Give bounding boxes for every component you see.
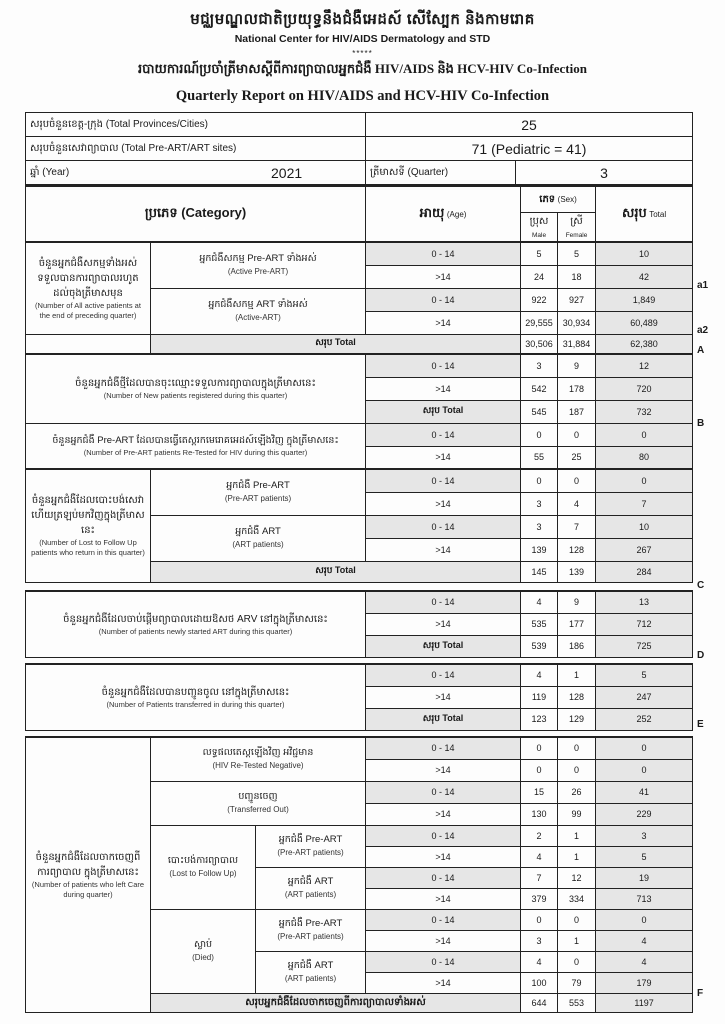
female-cell: 128 <box>558 686 596 708</box>
male-cell: 100 <box>521 972 558 993</box>
transferred-out-label: បញ្ជូនចេញ (Transferred Out) <box>151 781 366 825</box>
total-cell: 42 <box>596 265 693 288</box>
female-cell: 26 <box>558 781 596 803</box>
age-cell: 0 - 14 <box>366 781 521 803</box>
age-cell: >14 <box>366 265 521 288</box>
female-cell: 0 <box>558 737 596 759</box>
age-cell: 0 - 14 <box>366 909 521 930</box>
female-cell: 1 <box>558 825 596 846</box>
female-cell: 9 <box>558 591 596 613</box>
male-cell: 0 <box>521 909 558 930</box>
section-b-category: ចំនួនអ្នកជំងឺថ្មីដែលបានចុះឈ្មោះទទួលការព្យាបាលក្នុងត្រីមាសនេះ (Number of New patients registered during this quarter) <box>26 354 366 423</box>
age-cell: 0 - 14 <box>366 242 521 265</box>
male-cell: 4 <box>521 846 558 867</box>
section-e-category: ចំនួនអ្នកជំងឺដែលបានបញ្ជូនចូល នៅក្នុងត្រីមាសនេះ (Number of Patients transferred in during this quarter) <box>26 664 366 730</box>
table-row <box>26 664 693 686</box>
art-label: អ្នកជំងឺ ART (ART patients) <box>151 515 366 561</box>
age-cell: >14 <box>366 759 521 781</box>
age-cell: 0 - 14 <box>366 825 521 846</box>
female-cell: 12 <box>558 867 596 888</box>
total-cell: 267 <box>596 538 693 561</box>
female-header: ស្រី Female <box>558 212 596 242</box>
total-cell: 0 <box>596 469 693 492</box>
category-header: ប្រភេទ (Category) <box>26 186 366 242</box>
female-cell: 79 <box>558 972 596 993</box>
quarter-value: 3 <box>516 161 693 185</box>
row-tag-b: B <box>697 418 705 429</box>
separator-stars: ***** <box>352 49 373 58</box>
female-cell: 25 <box>558 446 596 469</box>
total-cell: 0 <box>596 759 693 781</box>
total-cell: 247 <box>596 686 693 708</box>
total-cell: 12 <box>596 354 693 377</box>
table-row <box>26 737 693 759</box>
female-cell: 177 <box>558 613 596 635</box>
female-cell: 128 <box>558 538 596 561</box>
total-row <box>26 334 693 354</box>
section-d-category: ចំនួនអ្នកជំងឺដែលចាប់ផ្តើមព្យាបាលដោយឱសថ ARV នៅក្នុងត្រីមាសនេះ (Number of patients newly started ART during this quarter) <box>26 591 366 657</box>
male-total: 30,506 <box>521 334 558 354</box>
female-cell: 30,934 <box>558 311 596 334</box>
grand-total: 1197 <box>596 993 693 1012</box>
year-value: 2021 <box>271 165 303 181</box>
male-cell: 535 <box>521 613 558 635</box>
female-cell: 0 <box>558 423 596 446</box>
died-art-label: អ្នកជំងឺ ART (ART patients) <box>256 951 366 993</box>
row-tag-a: A <box>697 345 705 356</box>
row-tag-e: E <box>697 719 704 730</box>
male-cell: 139 <box>521 538 558 561</box>
female-cell: 178 <box>558 377 596 400</box>
retested-negative-label: លទ្ធផលតេស្តឡើងវិញ អវិជ្ជមាន (HIV Re-Tested Negative) <box>151 737 366 781</box>
total-cell: 19 <box>596 867 693 888</box>
total-label: សរុប Total <box>366 708 521 730</box>
female-cell: 99 <box>558 803 596 825</box>
age-cell: >14 <box>366 538 521 561</box>
age-cell: >14 <box>366 446 521 469</box>
report-table <box>25 185 693 1013</box>
total-label: សរុប Total <box>366 400 521 423</box>
male-cell: 3 <box>521 930 558 951</box>
female-cell: 7 <box>558 515 596 538</box>
total-cell: 3 <box>596 825 693 846</box>
male-cell: 0 <box>521 759 558 781</box>
table-row <box>26 591 693 613</box>
active-art-label: អ្នកជំងឺសកម្ម ART ទាំងអស់ (Active-ART) <box>151 288 366 334</box>
total-cell: 60,489 <box>596 311 693 334</box>
total-cell: 713 <box>596 888 693 909</box>
age-cell: >14 <box>366 846 521 867</box>
female-cell: 0 <box>558 951 596 972</box>
summary-row-year <box>26 161 693 185</box>
age-cell: >14 <box>366 377 521 400</box>
female-cell: 0 <box>558 759 596 781</box>
row-tag-d: D <box>697 650 705 661</box>
total-cell: 4 <box>596 930 693 951</box>
female-total: 129 <box>558 708 596 730</box>
age-cell: 0 - 14 <box>366 951 521 972</box>
male-cell: 0 <box>521 469 558 492</box>
total-cell: 41 <box>596 781 693 803</box>
age-cell: 0 - 14 <box>366 737 521 759</box>
male-cell: 29,555 <box>521 311 558 334</box>
age-cell: >14 <box>366 686 521 708</box>
male-cell: 0 <box>521 423 558 446</box>
male-total: 539 <box>521 635 558 657</box>
header-row <box>26 186 693 212</box>
total-cell: 1,849 <box>596 288 693 311</box>
male-cell: 15 <box>521 781 558 803</box>
total-cell: 0 <box>596 423 693 446</box>
died-label: ស្លាប់ (Died) <box>151 909 256 993</box>
total-cell: 13 <box>596 591 693 613</box>
female-cell: 334 <box>558 888 596 909</box>
sex-header: ភេទ (Sex) <box>521 186 596 212</box>
summary-row-sites <box>26 137 693 161</box>
age-cell: 0 - 14 <box>366 515 521 538</box>
age-cell: 0 - 14 <box>366 591 521 613</box>
total-cell: 5 <box>596 664 693 686</box>
provinces-label: សរុបចំនួនខេត្ត-ក្រុង (Total Provinces/Cities) <box>26 113 366 137</box>
male-cell: 7 <box>521 867 558 888</box>
grand-total: 284 <box>596 561 693 582</box>
row-tag-c: C <box>697 580 705 591</box>
retested-category: ចំនួនអ្នកជំងឺ Pre-ART ដែលបានធ្វើតេស្តរកមេរោគអេដស៍ឡើងវិញ ក្នុងត្រីមាសនេះ (Number of Pre-ART patients Re-Tested for HIV during this quarter) <box>26 423 366 469</box>
male-cell: 922 <box>521 288 558 311</box>
male-cell: 379 <box>521 888 558 909</box>
table-row <box>26 423 693 446</box>
table-row <box>26 469 693 492</box>
total-label: សរុប Total <box>366 635 521 657</box>
male-cell: 4 <box>521 951 558 972</box>
total-cell: 7 <box>596 492 693 515</box>
active-pre-art-label: អ្នកជំងឺសកម្ម Pre-ART ទាំងអស់ (Active Pre-ART) <box>151 242 366 288</box>
sites-value: 71 (Pediatric = 41) <box>366 137 693 161</box>
age-cell: >14 <box>366 311 521 334</box>
female-total: 139 <box>558 561 596 582</box>
total-cell: 10 <box>596 515 693 538</box>
male-total: 123 <box>521 708 558 730</box>
summary-table <box>25 112 693 185</box>
age-cell: >14 <box>366 803 521 825</box>
age-cell: 0 - 14 <box>366 664 521 686</box>
male-cell: 24 <box>521 265 558 288</box>
male-cell: 2 <box>521 825 558 846</box>
section-f-category: ចំនួនអ្នកជំងឺដែលចាកចេញពីការព្យាបាល ក្នុងត្រីមាសនេះ (Number of patients who left Care during quarter) <box>26 737 151 1012</box>
row-tag-a1: a1 <box>697 280 709 291</box>
total-cell: 80 <box>596 446 693 469</box>
total-cell: 229 <box>596 803 693 825</box>
died-pre-art-label: អ្នកជំងឺ Pre-ART (Pre-ART patients) <box>256 909 366 951</box>
report-title: Quarterly Report on HIV/AIDS and HCV-HIV Co-Infection <box>175 88 550 104</box>
age-cell: >14 <box>366 972 521 993</box>
male-cell: 130 <box>521 803 558 825</box>
female-total: 187 <box>558 400 596 423</box>
total-cell: 0 <box>596 737 693 759</box>
male-cell: 542 <box>521 377 558 400</box>
male-cell: 4 <box>521 664 558 686</box>
female-cell: 0 <box>558 909 596 930</box>
ltfu-pre-art-label: អ្នកជំងឺ Pre-ART (Pre-ART patients) <box>256 825 366 867</box>
female-cell: 927 <box>558 288 596 311</box>
female-cell: 0 <box>558 469 596 492</box>
male-total: 644 <box>521 993 558 1012</box>
total-label: សរុប Total <box>151 561 521 582</box>
age-cell: >14 <box>366 492 521 515</box>
total-cell: 720 <box>596 377 693 400</box>
male-cell: 119 <box>521 686 558 708</box>
summary-row-provinces <box>26 113 693 137</box>
total-label: សរុប Total <box>151 334 521 354</box>
male-cell: 55 <box>521 446 558 469</box>
quarter-label: ត្រីមាសទី (Quarter) <box>366 161 516 185</box>
age-cell: 0 - 14 <box>366 288 521 311</box>
female-cell: 1 <box>558 930 596 951</box>
provinces-value: 25 <box>366 113 693 137</box>
female-total: 186 <box>558 635 596 657</box>
female-total: 31,884 <box>558 334 596 354</box>
age-cell: >14 <box>366 888 521 909</box>
pre-art-label: អ្នកជំងឺ Pre-ART (Pre-ART patients) <box>151 469 366 515</box>
male-cell: 5 <box>521 242 558 265</box>
age-cell: 0 - 14 <box>366 867 521 888</box>
male-cell: 0 <box>521 737 558 759</box>
ltfu-art-label: អ្នកជំងឺ ART (ART patients) <box>256 867 366 909</box>
total-cell: 179 <box>596 972 693 993</box>
age-cell: >14 <box>366 613 521 635</box>
section-a-category: ចំនួនអ្នកជំងឺសកម្មទាំងអស់ ទទួលបានការព្យាបាលរហូតដល់ចុងត្រីមាសមុន (Number of All active patients at the end of preceding quarter) <box>26 242 151 334</box>
table-row <box>26 354 693 377</box>
grand-total: 62,380 <box>596 334 693 354</box>
male-cell: 4 <box>521 591 558 613</box>
female-cell: 5 <box>558 242 596 265</box>
org-name-khmer: មជ្ឈមណ្ឌលជាតិប្រយុទ្ធនឹងជំងឺអេដស៍ សើស្បែក និងកាមរោគ <box>190 11 535 28</box>
age-cell: 0 - 14 <box>366 423 521 446</box>
total-cell: 5 <box>596 846 693 867</box>
lost-to-follow-up-label: បោះបង់ការព្យាបាល (Lost to Follow Up) <box>151 825 256 909</box>
total-cell: 10 <box>596 242 693 265</box>
female-cell: 4 <box>558 492 596 515</box>
total-label: សរុបអ្នកជំងឺដែលចាកចេញពីការព្យាបាលទាំងអស់ <box>151 993 521 1012</box>
age-cell: 0 - 14 <box>366 469 521 492</box>
male-cell: 3 <box>521 515 558 538</box>
sites-label: សរុបចំនួនសេវាព្យាបាល (Total Pre-ART/ART sites) <box>26 137 366 161</box>
grand-total: 732 <box>596 400 693 423</box>
org-name-english: National Center for HIV/AIDS Dermatology and STD <box>234 33 491 45</box>
year-label: ឆ្នាំ (Year) <box>30 167 70 178</box>
age-header: អាយុ (Age) <box>366 186 521 242</box>
female-cell: 1 <box>558 846 596 867</box>
row-tag-a2: a2 <box>697 325 709 336</box>
section-c-category: ចំនួនអ្នកជំងឺដែលបោះបង់សេវា ហើយត្រឡប់មកវិញក្នុងត្រីមាសនេះ (Number of Lost to Follow Up patients who return in this quarter) <box>26 469 151 582</box>
total-cell: 4 <box>596 951 693 972</box>
female-total: 553 <box>558 993 596 1012</box>
female-cell: 1 <box>558 664 596 686</box>
total-cell: 0 <box>596 909 693 930</box>
grand-total: 252 <box>596 708 693 730</box>
table-row <box>26 242 693 265</box>
report-subtitle: របាយការណ៍ប្រចាំត្រីមាសស្តីពីការព្យាបាលអ្នកជំងឺ HIV/AIDS និង HCV-HIV Co-Infection <box>138 61 587 76</box>
female-cell: 18 <box>558 265 596 288</box>
male-header: ប្រុស Male <box>521 212 558 242</box>
male-cell: 3 <box>521 354 558 377</box>
year-cell <box>26 161 366 185</box>
grand-total: 725 <box>596 635 693 657</box>
total-header: សរុប Total <box>596 186 693 242</box>
male-total: 545 <box>521 400 558 423</box>
male-total: 145 <box>521 561 558 582</box>
age-cell: 0 - 14 <box>366 354 521 377</box>
female-cell: 9 <box>558 354 596 377</box>
row-tag-f: F <box>697 988 704 999</box>
age-cell: >14 <box>366 930 521 951</box>
male-cell: 3 <box>521 492 558 515</box>
total-cell: 712 <box>596 613 693 635</box>
